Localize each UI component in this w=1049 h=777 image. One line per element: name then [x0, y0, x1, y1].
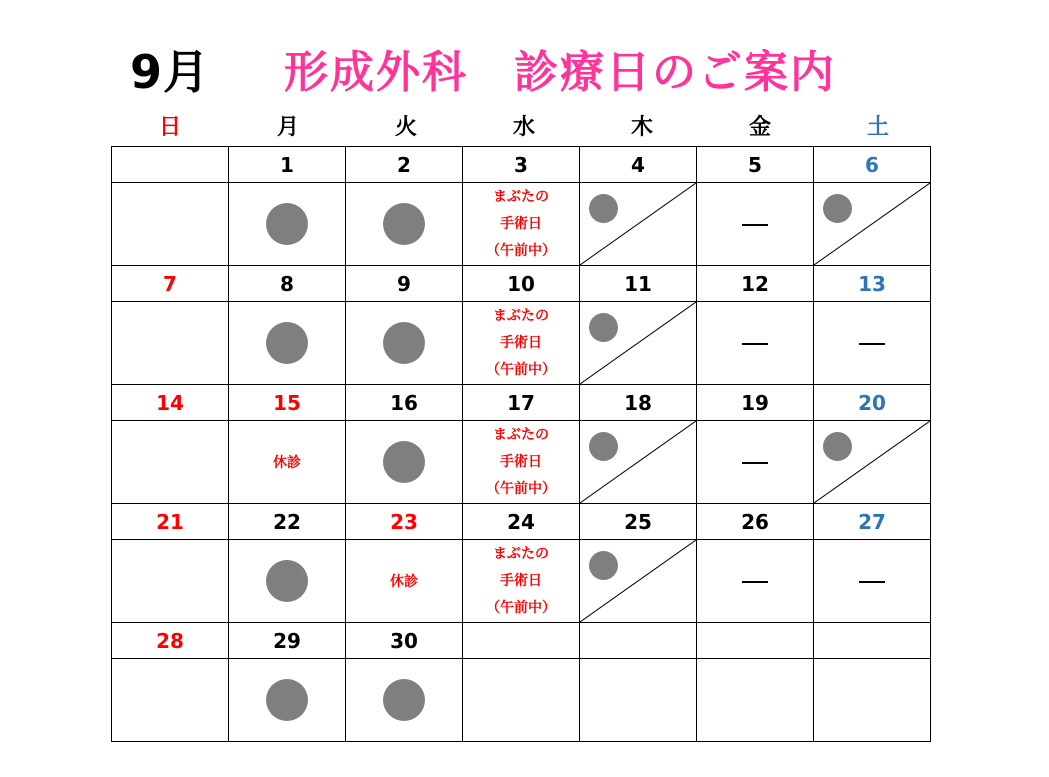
day-status-cell — [112, 540, 229, 623]
closed-dash-icon — [742, 224, 768, 226]
day-status-cell — [814, 659, 931, 742]
weekday-tuesday: 火 — [394, 115, 417, 140]
date-number: 4 — [580, 147, 697, 183]
surgery-note-line: （午前中） — [486, 242, 556, 259]
eyelid-surgery-note — [463, 422, 579, 503]
surgery-note-line: 手術日 — [500, 215, 542, 232]
day-status-cell — [229, 183, 346, 266]
day-status-cell — [463, 421, 580, 504]
surgery-note-line: まぶたの — [493, 426, 549, 443]
open-circle-icon — [383, 322, 425, 364]
surgery-note-line: まぶたの — [493, 307, 549, 324]
date-number: 23 — [346, 504, 463, 540]
date-number: 21 — [112, 504, 229, 540]
week-2-dates-row — [112, 266, 931, 302]
date-number: 13 — [814, 266, 931, 302]
day-status-cell — [346, 540, 463, 623]
date-number: 19 — [697, 385, 814, 421]
day-status-cell — [814, 421, 931, 504]
date-number — [463, 623, 580, 659]
day-status-cell — [112, 302, 229, 385]
day-status-cell — [112, 421, 229, 504]
day-status-cell — [697, 183, 814, 266]
date-number — [112, 147, 229, 183]
morning-circle-icon — [589, 432, 618, 461]
date-number: 17 — [463, 385, 580, 421]
surgery-note-line: （午前中） — [486, 599, 556, 616]
eyelid-surgery-note — [463, 541, 579, 622]
day-status-cell — [463, 659, 580, 742]
day-status-cell — [112, 659, 229, 742]
open-circle-icon — [266, 679, 308, 721]
day-status-cell — [814, 302, 931, 385]
page-title: 形成外科 診療日のご案内 — [284, 47, 836, 98]
date-number: 2 — [346, 147, 463, 183]
date-number — [697, 623, 814, 659]
date-number: 30 — [346, 623, 463, 659]
week-3-dates-row — [112, 385, 931, 421]
holiday-label: 休診 — [390, 574, 418, 590]
eyelid-surgery-note — [463, 303, 579, 384]
date-number — [580, 623, 697, 659]
closed-dash-icon — [742, 462, 768, 464]
calendar-table — [111, 146, 931, 742]
date-number: 16 — [346, 385, 463, 421]
day-status-cell — [463, 302, 580, 385]
surgery-note-line: （午前中） — [486, 361, 556, 378]
day-status-cell — [112, 183, 229, 266]
day-status-cell — [580, 421, 697, 504]
surgery-note-line: まぶたの — [493, 188, 549, 205]
weekday-sunday: 日 — [158, 115, 181, 140]
weekday-monday: 月 — [276, 115, 299, 140]
date-number: 3 — [463, 147, 580, 183]
day-status-cell — [346, 659, 463, 742]
week-1-dates-row — [112, 147, 931, 183]
date-number: 22 — [229, 504, 346, 540]
week-1-status-row — [112, 183, 931, 266]
day-status-cell — [463, 540, 580, 623]
day-status-cell — [697, 540, 814, 623]
surgery-note-line: まぶたの — [493, 545, 549, 562]
open-circle-icon — [383, 203, 425, 245]
date-number: 18 — [580, 385, 697, 421]
week-4-status-row — [112, 540, 931, 623]
date-number: 1 — [229, 147, 346, 183]
date-number: 7 — [112, 266, 229, 302]
date-number: 14 — [112, 385, 229, 421]
date-number: 6 — [814, 147, 931, 183]
date-number: 9 — [346, 266, 463, 302]
date-number: 15 — [229, 385, 346, 421]
date-number: 20 — [814, 385, 931, 421]
closed-dash-icon — [859, 581, 885, 583]
date-number: 25 — [580, 504, 697, 540]
day-status-cell — [346, 421, 463, 504]
date-number: 12 — [697, 266, 814, 302]
day-status-cell — [229, 540, 346, 623]
weekday-friday: 金 — [748, 115, 771, 140]
open-circle-icon — [266, 560, 308, 602]
closed-dash-icon — [742, 343, 768, 345]
day-status-cell — [580, 540, 697, 623]
day-status-cell — [814, 540, 931, 623]
date-number: 27 — [814, 504, 931, 540]
weekday-saturday: 土 — [866, 115, 889, 140]
holiday-label: 休診 — [273, 455, 301, 471]
date-number: 26 — [697, 504, 814, 540]
surgery-note-line: 手術日 — [500, 453, 542, 470]
date-number: 10 — [463, 266, 580, 302]
surgery-note-line: 手術日 — [500, 334, 542, 351]
weekday-wednesday: 水 — [512, 115, 535, 140]
week-4-dates-row — [112, 504, 931, 540]
week-3-status-row — [112, 421, 931, 504]
date-number: 28 — [112, 623, 229, 659]
morning-circle-icon — [823, 194, 852, 223]
surgery-note-line: （午前中） — [486, 480, 556, 497]
month-label: 9月 — [130, 45, 211, 99]
eyelid-surgery-note — [463, 184, 579, 265]
weekday-thursday: 木 — [630, 115, 653, 140]
day-status-cell — [346, 302, 463, 385]
surgery-note-line: 手術日 — [500, 572, 542, 589]
open-circle-icon — [383, 679, 425, 721]
morning-circle-icon — [823, 432, 852, 461]
day-status-cell — [463, 183, 580, 266]
open-circle-icon — [266, 322, 308, 364]
week-5-dates-row — [112, 623, 931, 659]
day-status-cell — [697, 659, 814, 742]
day-status-cell — [697, 302, 814, 385]
date-number: 8 — [229, 266, 346, 302]
morning-circle-icon — [589, 551, 618, 580]
day-status-cell — [580, 302, 697, 385]
open-circle-icon — [383, 441, 425, 483]
date-number: 11 — [580, 266, 697, 302]
date-number: 29 — [229, 623, 346, 659]
week-2-status-row — [112, 302, 931, 385]
day-status-cell — [229, 659, 346, 742]
morning-circle-icon — [589, 194, 618, 223]
morning-circle-icon — [589, 313, 618, 342]
date-number: 24 — [463, 504, 580, 540]
date-number — [814, 623, 931, 659]
day-status-cell — [697, 421, 814, 504]
week-5-status-row — [112, 659, 931, 742]
day-status-cell — [580, 659, 697, 742]
closed-dash-icon — [742, 581, 768, 583]
day-status-cell — [580, 183, 697, 266]
day-status-cell — [229, 421, 346, 504]
date-number: 5 — [697, 147, 814, 183]
day-status-cell — [229, 302, 346, 385]
day-status-cell — [346, 183, 463, 266]
day-status-cell — [814, 183, 931, 266]
open-circle-icon — [266, 203, 308, 245]
closed-dash-icon — [859, 343, 885, 345]
